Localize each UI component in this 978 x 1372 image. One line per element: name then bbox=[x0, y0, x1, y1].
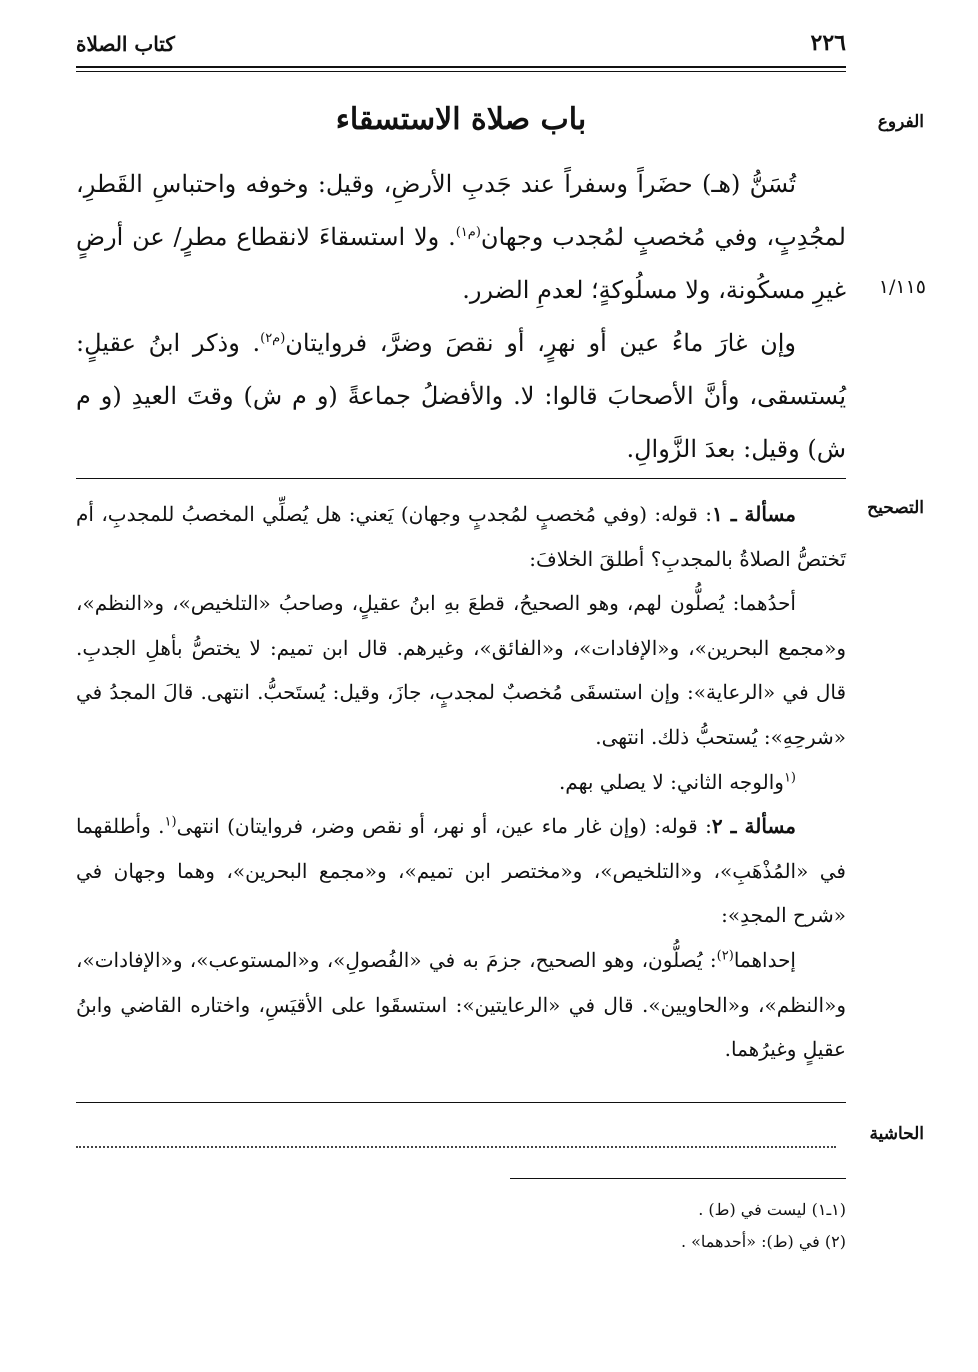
running-header bbox=[76, 30, 846, 64]
tashih-issue-1: مسألة ـ ١: قوله: (وفي مُخصبٍ لمُجدبٍ وجهان) يَعني: هل يُصلِّي المخصبُ للمجدبِ، أم تَختصُّ الصلاةُ بالمجدبِ؟ أطلقَ الخلافَ: bbox=[76, 502, 846, 571]
margin-page-reference: ١/١١٥ bbox=[878, 276, 926, 298]
footnote-marker-1: (١ bbox=[783, 769, 796, 785]
furu-marker-m1: (م١) bbox=[455, 225, 481, 240]
section-divider-2 bbox=[76, 1102, 846, 1103]
tashih-issue-1-first-view: أحدُهما: يُصلُّون لهم، وهو الصحيحُ، قطعَ بهِ ابنُ عقيلٍ، وصاحبُ «التلخيص»، و«النظم»، و«مجمع البحرين»، و«الإفادات»، و«الفائق»، وغيرهم. قال ابن تميم: لا يختصُّ بأهلِ الجدبِ. قال في «الرعاية»: وإن استسقَى مُخصبٌ لمجدبٍ، جازَ، وقيل: يُستَحبُّ. انتهى. قالَ المجدُ في «شرحِهِ»: يُستحبُّ ذلك. انتهى. bbox=[76, 591, 846, 749]
section-divider bbox=[76, 478, 846, 479]
label-furu: الفروع bbox=[877, 112, 924, 132]
header-rule bbox=[76, 66, 846, 68]
footnote-marker-2: (٢) bbox=[716, 948, 734, 964]
footnotes bbox=[346, 1194, 846, 1258]
footnote-2: (٢) في (ط): «أحدهما» . bbox=[680, 1232, 846, 1251]
tashih-issue-1-second-view: $^{(١}$والوجه الثاني: لا يصلي بهم. bbox=[558, 769, 796, 794]
furu-paragraph-1: تُسَنُّ (هـ) حضَراً وسفراً عند جَدبِ الأرضِ، وقيل: وخوفه واحتباسِ القَطرِ، لمجُدِبٍ، وفي مُخصبٍ لمُجدب وجهان$^{(م١)}$. ولا استسقاءَ لانقطاع مطرٍ/ عن أرضٍ غيرِ مسكُونة، ولا مسلُوكةٍ؛ لعدمِ الضرر. bbox=[76, 170, 846, 304]
page-number: ٢٢٦ bbox=[810, 30, 846, 56]
tashih-issue-2-first-view: إحداهما$^{(٢)}$: يُصلُّون، وهو الصحيح، جزمَ به في «الفُصولِ»، و«المستوعب»، و«الإفادات»، و«النظم»، و«الحاويين». قال في «الرعايتين»: استسقَوا على الأقيَسِ، واختاره القاضي وابنُ عقيلٍ وغيرُهما. bbox=[76, 947, 846, 1062]
label-hashiya: الحاشية bbox=[869, 1124, 924, 1144]
furu-marker-m2: (م٢) bbox=[260, 331, 286, 346]
tashih-issue-2: مسألة ـ ٢: قوله: (وإن غار ماء عين، أو نهر، أو نقص وضر، فروايتان) انتهى$^{(١}$. وأطلقهما في «المُذْهَبِ»، و«التلخيص»، و«مختصر ابن تميم»، و«مجمع البحرين»، وهما وجهان في «شرح المجدِ»: bbox=[76, 814, 846, 928]
chapter-title: باب صلاة الاستسقاء bbox=[335, 102, 587, 137]
issue-2-label: مسألة ـ ٢ bbox=[711, 814, 796, 839]
tashih-text bbox=[76, 492, 846, 1072]
footnote-marker-1-end: (١ bbox=[164, 814, 177, 830]
footnote-1: (١ـ١) ليست في (ط) . bbox=[698, 1200, 846, 1219]
footnote-rule bbox=[510, 1178, 846, 1179]
furu-paragraph-2: وإن غارَ ماءُ عين أو نهرٍ، أو نقصَ وضرَّ، فروايتان$^{(م٢)}$. وذكر ابنُ عقيلٍ: يُستسقى، وأنَّ الأصحابَ قالوا: لا. والأفضلُ جماعةً (و م ش) وقتَ العيدِ (و م ش) وقيل: بعدَ الزَّوالِ. bbox=[76, 329, 846, 463]
hashiya-dotted-line bbox=[76, 1146, 836, 1148]
furu-text bbox=[76, 158, 846, 476]
book-title: كتاب الصلاة bbox=[76, 32, 175, 56]
issue-1-label: مسألة ـ ١ bbox=[711, 502, 796, 526]
header-rule-thin bbox=[76, 71, 846, 72]
label-tashih: التصحيح bbox=[867, 498, 924, 518]
